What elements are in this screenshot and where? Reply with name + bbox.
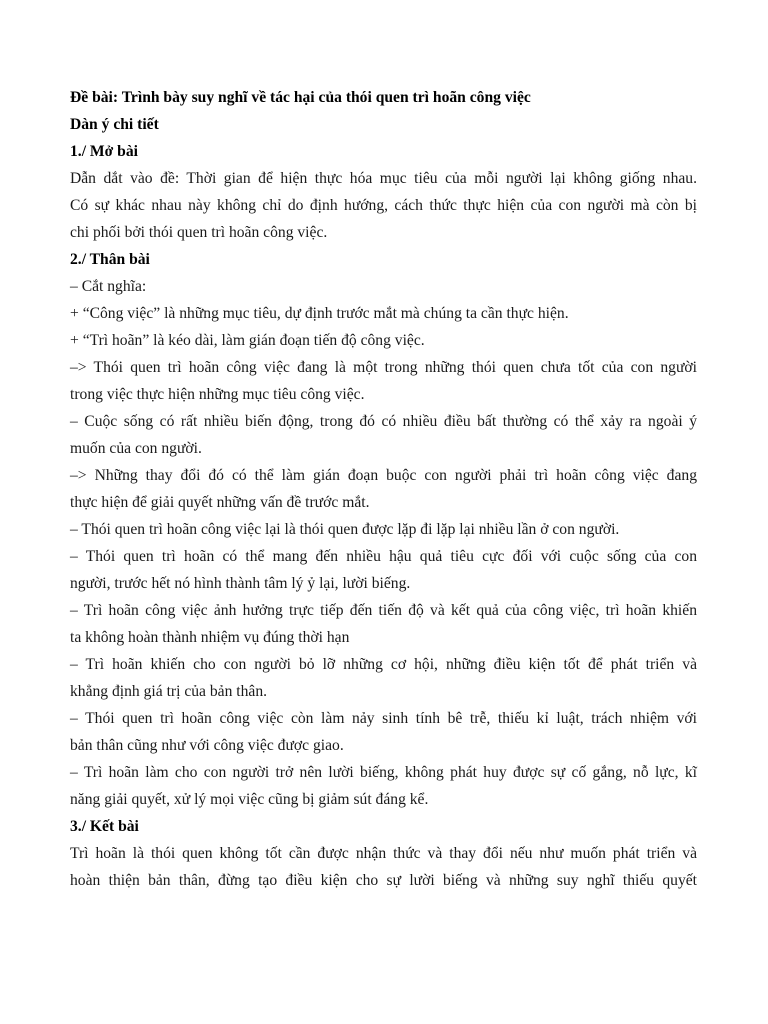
document-title: Đề bài: Trình bày suy nghĩ về tác hại của thói quen trì hoãn công việc (70, 89, 531, 106)
document-page (70, 84, 697, 894)
text-line: – Trì hoãn công việc ảnh hưởng trực tiếp đến tiến độ và kết quả của công việc, trì hoãn khiến (70, 602, 697, 619)
text-line: –> Những thay đổi đó có thể làm gián đoạn buộc con người phải trì hoãn công việc đang (70, 467, 697, 484)
text-line: năng giải quyết, xử lý mọi việc cũng bị giảm sút đáng kể. (70, 791, 429, 808)
body-paragraph (70, 759, 697, 813)
body-paragraph (70, 543, 697, 597)
body-paragraph (70, 300, 697, 327)
text-line: + “Trì hoãn” là kéo dài, làm gián đoạn tiến độ công việc. (70, 332, 425, 349)
text-line: – Trì hoãn khiến cho con người bỏ lỡ những cơ hội, những điều kiện tốt để phát triển và (70, 656, 697, 673)
body-paragraph (70, 462, 697, 516)
body-paragraph (70, 354, 697, 408)
text-line: Trì hoãn là thói quen không tốt cần được nhận thức và thay đổi nếu như muốn phát triển và (70, 845, 697, 862)
text-line: – Thói quen trì hoãn có thể mang đến nhiều hậu quả tiêu cực đối với cuộc sống của con (70, 548, 697, 565)
text-line: trong việc thực hiện những mục tiêu công việc. (70, 386, 365, 403)
text-line: – Trì hoãn làm cho con người trở nên lười biếng, không phát huy được sự cố gắng, nỗ lực, kĩ (70, 764, 697, 781)
text-line: Có sự khác nhau này không chỉ do định hướng, cách thức thực hiện của con người mà còn bị (70, 197, 697, 214)
text-line: – Thói quen trì hoãn công việc lại là thói quen được lặp đi lặp lại nhiều lần ở con người. (70, 521, 620, 538)
body-paragraph (70, 408, 697, 462)
text-line: thực hiện để giải quyết những vấn đề trước mắt. (70, 494, 370, 511)
text-line: ta không hoàn thành nhiệm vụ đúng thời hạn (70, 629, 350, 646)
body-paragraph (70, 516, 697, 543)
conclusion-heading: 3./ Kết bài (70, 818, 139, 835)
outline-heading: Dàn ý chi tiết (70, 116, 159, 133)
conclusion-paragraph (70, 840, 697, 894)
body-paragraph (70, 273, 697, 300)
body-paragraph (70, 327, 697, 354)
intro-heading: 1./ Mở bài (70, 143, 138, 160)
body-paragraph (70, 651, 697, 705)
text-line: người, trước hết nó hình thành tâm lý ỷ lại, lười biếng. (70, 575, 411, 592)
text-line: bản thân cũng như với công việc được giao. (70, 737, 344, 754)
text-line: – Thói quen trì hoãn công việc còn làm nảy sinh tính bê trễ, thiếu kỉ luật, trách nhiệm với (70, 710, 697, 727)
body-paragraph (70, 597, 697, 651)
body-paragraph (70, 705, 697, 759)
text-line: hoàn thiện bản thân, đừng tạo điều kiện cho sự lười biếng và những suy nghĩ thiếu quyết (70, 872, 697, 889)
text-line: khẳng định giá trị của bản thân. (70, 683, 268, 700)
text-line: chi phối bởi thói quen trì hoãn công việc. (70, 224, 328, 241)
text-line: + “Công việc” là những mục tiêu, dự định trước mắt mà chúng ta cần thực hiện. (70, 305, 569, 322)
text-line: – Cuộc sống có rất nhiều biến động, trong đó có nhiều điều bất thường có thể xảy ra ngoài ý (70, 413, 697, 430)
text-line: muốn của con người. (70, 440, 202, 457)
intro-paragraph (70, 165, 697, 246)
text-line: – Cắt nghĩa: (70, 278, 147, 295)
body-heading: 2./ Thân bài (70, 251, 150, 268)
text-line: Dẫn dắt vào đề: Thời gian để hiện thực hóa mục tiêu của mỗi người lại không giống nhau. (70, 170, 697, 187)
text-line: –> Thói quen trì hoãn công việc đang là một trong những thói quen chưa tốt của con người (70, 359, 697, 376)
